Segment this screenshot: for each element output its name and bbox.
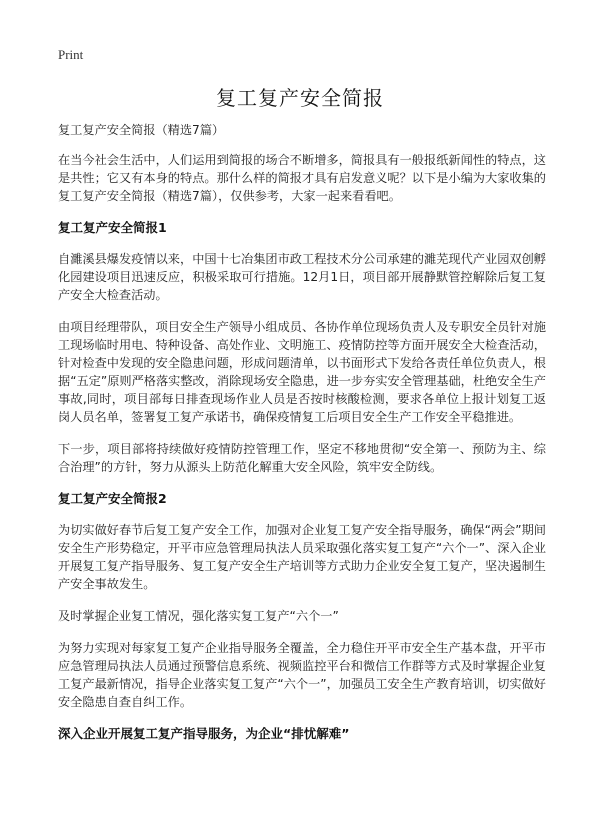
article-body [58, 121, 546, 756]
intro-paragraph: 在当今社会生活中，人们运用到简报的场合不断增多，简报具有一般报纸新闻性的特点，这是共性；它又有本身的特点。那什么样的简报才具有启发意义呢？以下是小编为大家收集的复工复产安全简报（精选7篇），仅供参考，大家一起来看看吧。 [58, 153, 546, 203]
section-2-paragraph-1: 为切实做好春节后复工复产安全工作，加强对企业复工复产安全指导服务，确保“两会”期间安全生产形势稳定，开平市应急管理局执法人员采取强化落实复工复产“六个一”、深入企业开展复工复产指导服务、复工复产安全生产培训等方式助力企业安全复工复产，坚决遏制生产安全事故发生。 [58, 523, 546, 591]
print-link[interactable]: Print [58, 47, 84, 62]
article-subtitle: 复工复产安全简报（精选7篇） [58, 123, 225, 137]
section-1-paragraph-2: 由项目经理带队，项目安全生产领导小组成员、各协作单位现场负责人及专职安全员针对施工现场临时用电、特种设备、高处作业、文明施工、疫情防控等方面开展安全大检查活动，针对检查中发现的安全隐患问题，形成问题清单，以书面形式下发给各责任单位负责人，根据“五定”原则严格落实整改，消除现场安全隐患，进一步夯实安全管理基础，杜绝安全生产事故,同时，项目部每日排查现场作业人员是否按时核酸检测，要求各单位上报计划复工返岗人员名单，签署复工复产承诺书，确保疫情复工后项目安全生产工作安全平稳推进。 [58, 320, 546, 424]
page-title: 复工复产安全简报 [216, 86, 384, 110]
section-2-paragraph-3: 为努力实现对每家复工复产企业指导服务全覆盖，全力稳住开平市安全生产基本盘，开平市应急管理局执法人员通过预警信息系统、视频监控平台和微信工作群等方式及时掌握企业复工复产最新情况，指导企业落实复工复产“六个一”，加强员工安全生产教育培训，切实做好安全隐患自查自纠工作。 [58, 641, 546, 709]
section-1-heading: 复工复产安全简报1 [58, 220, 167, 235]
section-1-paragraph-1: 自濉溪县爆发疫情以来，中国十七冶集团市政工程技术分公司承建的濉芜现代产业园双创孵化园建设项目迅速反应，积极采取可行措施。12月1日，项目部开展静默管控解除后复工复产安全大检查活动。 [58, 252, 546, 302]
section-2-heading: 复工复产安全简报2 [58, 491, 167, 506]
section-2-paragraph-2: 及时掌握企业复工情况，强化落实复工复产“六个一” [58, 609, 339, 623]
section-2-subheading: 深入企业开展复工复产指导服务，为企业“排忧解难” [58, 726, 350, 741]
section-1-paragraph-3: 下一步，项目部将持续做好疫情防控管理工作，坚定不移地贯彻“安全第一、预防为主、综合治理”的方针，努力从源头上防范化解重大安全风险，筑牢安全防线。 [58, 442, 546, 474]
